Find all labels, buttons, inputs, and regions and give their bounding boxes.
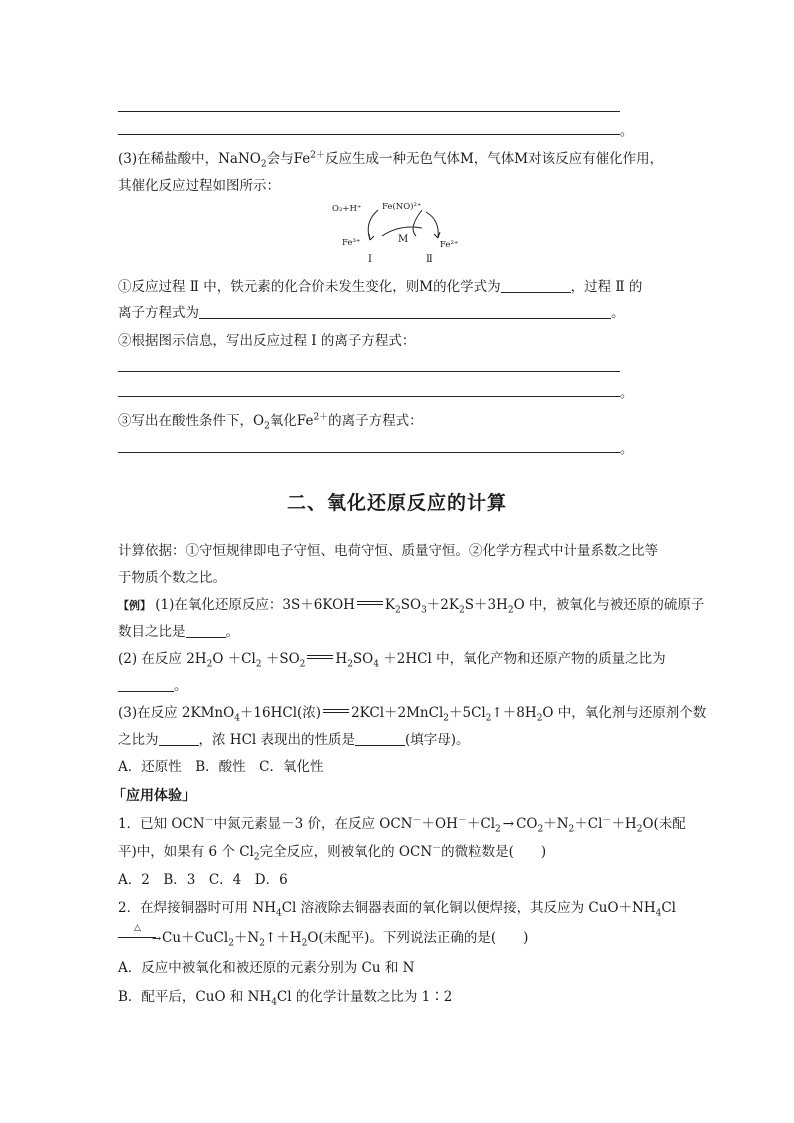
text: ＋5Cl	[449, 705, 486, 721]
subscript: 2	[495, 824, 501, 835]
answer-blank[interactable]	[355, 731, 405, 746]
subscript: 2	[458, 605, 465, 616]
subscript: 2	[253, 852, 260, 863]
subscript: 2	[264, 421, 270, 432]
text: ③写出在酸性条件下，O	[118, 413, 265, 429]
part3-q2: ②根据图示信息，写出反应过程 Ⅰ 的离子方程式：	[118, 333, 416, 349]
text: 1．已知 OCN	[118, 816, 205, 832]
practice-1-options: A．2 B．3 C．4 D．6	[118, 872, 288, 888]
text: ↑＋8H	[491, 705, 537, 721]
answer-line	[118, 452, 620, 453]
practice-2-option-b	[118, 988, 452, 1006]
practice-2-line2	[118, 923, 529, 949]
text: 数目之比是	[118, 624, 186, 640]
subscript: 2	[301, 938, 308, 949]
label-o2-h: O₂+H⁺	[332, 204, 362, 214]
subscript: 2	[259, 938, 265, 949]
period-mark: 。	[620, 386, 634, 401]
text: ＋2HCl 中，氧化产物和还原产物的质量之比为	[378, 651, 666, 667]
text: 2．在焊接铜器时可用 NH	[118, 900, 276, 916]
answer-blank[interactable]	[159, 731, 199, 746]
subscript: 2	[395, 605, 401, 616]
text: Cl	[661, 900, 676, 916]
text: ，过程 Ⅱ 的	[570, 279, 643, 295]
subscript: 2	[636, 824, 643, 835]
text: SO	[352, 651, 374, 667]
answer-blank[interactable]	[199, 304, 611, 319]
text: ＋N	[543, 816, 569, 832]
equals-sign	[357, 601, 383, 605]
text: ，浓 HCl 表现出的性质是	[198, 732, 356, 748]
equals-sign	[307, 655, 333, 659]
example-3-options: A．还原性 B．酸性 C．氧化性	[118, 759, 324, 775]
text: ＋Cl	[466, 816, 496, 832]
period-mark: 。	[620, 124, 634, 139]
text: (3)在稀盐酸中，NaNO	[118, 151, 261, 167]
text: 的离子方程式：	[328, 413, 423, 429]
text: ＋SO	[261, 651, 300, 667]
label-m: M	[398, 234, 409, 245]
subscript: 2	[260, 159, 267, 170]
text: 。	[611, 305, 625, 321]
example-tag: 【例】	[118, 599, 151, 612]
text: ＋Cl	[574, 816, 603, 832]
practice-2-option-a: A．反应中被氧化和被还原的元素分别为 Cu 和 N	[118, 960, 415, 976]
subscript: 4	[271, 997, 277, 1008]
text: O 中，被氧化与被还原的硫原子	[513, 597, 705, 613]
subscript: 2	[347, 659, 353, 670]
text: 2KCl＋2MnCl	[351, 705, 444, 721]
basis-line2: 于物质个数之比。	[118, 570, 226, 586]
subscript: 2	[568, 824, 575, 835]
text: ①反应过程 Ⅱ 中，铁元素的化合价未发生变化，则M的化学式为	[118, 279, 501, 295]
example-3	[118, 704, 706, 722]
label-fe-no: Fe(NO)²⁺	[382, 202, 422, 212]
text: Cu＋CuCl	[162, 930, 229, 946]
superscript: －	[412, 815, 422, 826]
subscript: 4	[275, 908, 282, 919]
part3-q1	[118, 278, 642, 296]
subscript: 2	[206, 659, 213, 670]
subscript: 2	[507, 605, 514, 616]
answer-line	[118, 111, 620, 112]
equals-sign	[323, 709, 349, 713]
text: O(未配平)。下列说法正确的是( )	[307, 930, 529, 946]
text: (2) 在反应 2H	[118, 651, 207, 667]
reaction-arrow: →	[502, 816, 515, 832]
text: 之比为	[118, 732, 159, 748]
period-mark: 。	[620, 442, 634, 457]
label-process-1: Ⅰ	[368, 254, 372, 265]
practice-2	[118, 899, 676, 917]
superscript: 2＋	[313, 412, 329, 423]
text: 中氮元素显－3 价，在反应 OCN	[213, 816, 413, 832]
subscript: 2	[228, 938, 234, 949]
subscript: 2	[485, 713, 492, 724]
arrow-head: →	[152, 932, 162, 945]
subscript: 4	[655, 908, 662, 919]
text: 完全反应，则被氧化的 OCN	[259, 844, 433, 860]
part3-q3	[118, 412, 423, 430]
answer-blank[interactable]	[118, 677, 174, 692]
text: (1)在氧化还原反应：3S＋6KOH	[151, 597, 355, 613]
subscript: 2	[536, 713, 543, 724]
text: ＋N	[233, 930, 260, 946]
part3-intro-line2: 其催化反应过程如图所示：	[118, 178, 280, 194]
text: O 中，氧化剂与还原剂个数	[542, 705, 707, 721]
text: 会与Fe	[266, 151, 311, 167]
text: (填字母)。	[405, 732, 470, 748]
superscript: －	[457, 815, 467, 826]
text: 氧化Fe	[269, 413, 314, 429]
text: (3)在反应 2KMnO	[118, 705, 235, 721]
subscript: 2	[299, 659, 306, 670]
subscript: 2	[443, 713, 450, 724]
text: 。	[174, 678, 188, 694]
text: CO	[516, 816, 538, 832]
text: H	[335, 651, 348, 667]
practice-tag: 「应用体验」	[112, 788, 196, 804]
text: O ＋Cl	[212, 651, 256, 667]
answer-line	[118, 134, 620, 135]
subscript: 2	[537, 824, 544, 835]
catalysis-cycle-diagram	[330, 198, 470, 270]
label-process-2: Ⅱ	[426, 254, 433, 265]
example-3-line2	[118, 731, 470, 749]
subscript: 4	[234, 713, 240, 724]
superscript: －	[432, 843, 442, 854]
practice-1-line2	[118, 843, 546, 861]
example-1	[118, 596, 704, 615]
example-2-line2	[118, 677, 188, 695]
example-2	[118, 650, 666, 668]
answer-line	[118, 396, 620, 397]
practice-1	[118, 815, 686, 833]
heat-arrow	[118, 923, 162, 948]
part3-intro	[118, 150, 663, 168]
text: 。	[225, 624, 239, 640]
example-1-line2	[118, 623, 239, 641]
text: Cl 的化学计量数之比为 1∶2	[276, 989, 453, 1005]
subscript: 4	[373, 659, 379, 670]
basis-line1: 计算依据：①守恒规律即电子守恒、电荷守恒、质量守恒。②化学方程式中计量系数之比等	[118, 543, 658, 559]
section-title: 二、氧化还原反应的计算	[286, 492, 507, 514]
text: ＋2K	[426, 597, 459, 613]
text: ＋16HCl(浓)	[239, 705, 322, 721]
subscript: 3	[421, 605, 427, 616]
text: 离子方程式为	[118, 305, 199, 321]
superscript: －	[602, 815, 612, 826]
text: ↑＋H	[264, 930, 302, 946]
text: 的微粒数是( )	[441, 844, 547, 860]
heat-symbol: △	[134, 923, 141, 933]
text: S＋3H	[464, 597, 508, 613]
answer-blank[interactable]	[501, 278, 571, 293]
label-fe2: Fe²⁺	[440, 240, 459, 250]
text: K	[384, 597, 395, 613]
superscript: －	[204, 815, 214, 826]
part3-q1-line2	[118, 304, 625, 322]
text: 反应生成一种无色气体M，气体M对该反应有催化作用，	[324, 151, 664, 167]
label-fe3: Fe³⁺	[342, 238, 361, 248]
superscript: 2＋	[310, 150, 325, 161]
text: B．配平后，CuO 和 NH	[118, 989, 272, 1005]
text: SO	[400, 597, 422, 613]
text: O(未配	[642, 816, 686, 832]
answer-line	[118, 371, 620, 372]
text: 平)中，如果有 6 个 Cl	[118, 844, 254, 860]
subscript: 2	[255, 659, 262, 670]
text: ＋H	[611, 816, 637, 832]
arrow-shaft	[118, 937, 156, 938]
answer-blank[interactable]	[186, 623, 226, 638]
text: Cl 溶液除去铜器表面的氧化铜以便焊接，其反应为 CuO＋NH	[281, 900, 656, 916]
text: ＋OH	[421, 816, 458, 832]
